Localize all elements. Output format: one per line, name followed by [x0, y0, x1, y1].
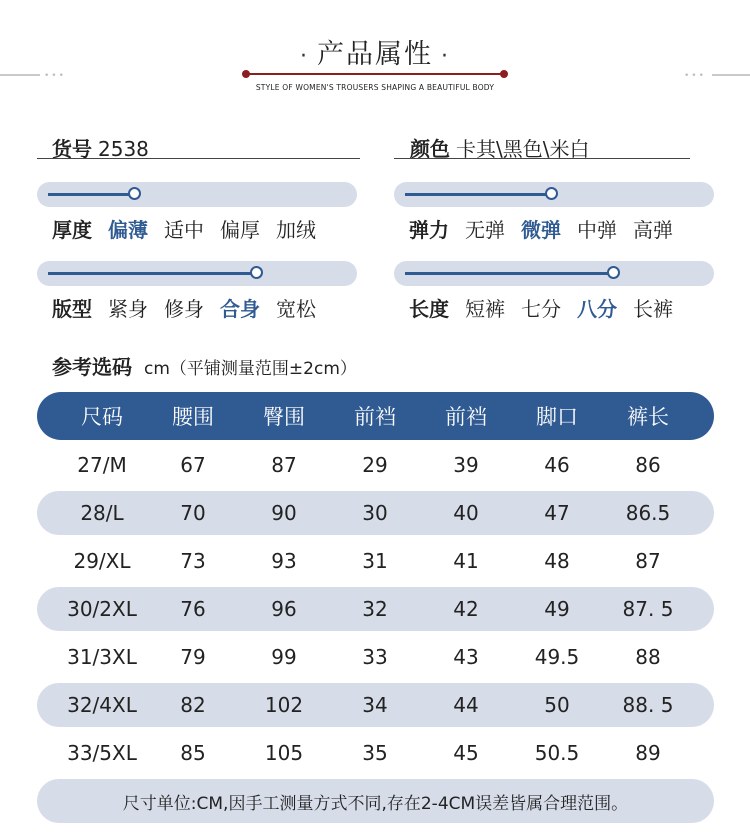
- elasticity-option: 高弹: [633, 218, 673, 242]
- thickness-option: 加绒: [276, 218, 316, 242]
- table-cell: 82: [180, 693, 206, 717]
- table-row: [37, 491, 714, 535]
- fit-slider-knob: [250, 266, 263, 279]
- thickness-option: 偏厚: [220, 218, 260, 242]
- table-cell: 50.5: [534, 741, 580, 765]
- table-cell: 31/3XL: [67, 645, 137, 669]
- table-cell: 96: [271, 597, 297, 621]
- table-cell: 43: [453, 645, 479, 669]
- table-cell: 46: [544, 453, 570, 477]
- fit-options: [52, 293, 332, 322]
- divider-right: [712, 74, 750, 76]
- thickness-slider-fill: [48, 193, 136, 196]
- table-cell: 47: [544, 501, 570, 525]
- elasticity-label: 弹力: [409, 218, 449, 242]
- table-cell: 50: [544, 693, 570, 717]
- table-cell: 32: [362, 597, 388, 621]
- thickness-slider-knob: [128, 187, 141, 200]
- table-cell: 29/XL: [73, 549, 131, 573]
- title-underline: [246, 73, 504, 75]
- page-subtitle: STYLE OF WOMEN'S TROUSERS SHAPING A BEAUTIFUL BODY: [255, 83, 495, 92]
- table-cell: 29: [362, 453, 388, 477]
- table-cell: 40: [453, 501, 479, 525]
- fit-label: 版型: [52, 297, 92, 321]
- size-reference-note: cm（平铺测量范围±2cm）: [144, 359, 357, 379]
- table-cell: 32/4XL: [67, 693, 137, 717]
- length-option: 长裤: [633, 297, 673, 321]
- table-row: [37, 683, 714, 727]
- divider-left: [0, 74, 40, 76]
- fit-option-selected: 合身: [220, 297, 260, 321]
- table-cell: 85: [180, 741, 206, 765]
- table-cell: 31: [362, 549, 388, 573]
- color-label: 颜色: [410, 137, 450, 161]
- elasticity-options: [409, 214, 689, 243]
- table-cell: 90: [271, 501, 297, 525]
- table-cell: 30: [362, 501, 388, 525]
- item-number-value: 2538: [98, 137, 149, 161]
- fit-slider-fill: [48, 272, 258, 275]
- table-cell: 30/2XL: [67, 597, 137, 621]
- column-header: 腰围: [172, 405, 214, 429]
- length-label: 长度: [409, 297, 449, 321]
- fit-option: 宽松: [276, 297, 316, 321]
- table-row: [37, 731, 714, 775]
- elasticity-slider-knob: [545, 187, 558, 200]
- measurement-note: 尺寸单位:CM,因手工测量方式不同,存在2-4CM误差皆属合理范围。: [37, 779, 714, 823]
- table-cell: 99: [271, 645, 297, 669]
- table-cell: 88: [635, 645, 661, 669]
- table-row: [37, 443, 714, 487]
- table-cell: 28/L: [80, 501, 124, 525]
- table-cell: 48: [544, 549, 570, 573]
- elasticity-option: 无弹: [465, 218, 505, 242]
- table-cell: 33: [362, 645, 388, 669]
- table-cell: 70: [180, 501, 206, 525]
- color-underline: [394, 158, 690, 159]
- elasticity-slider-fill: [405, 193, 553, 196]
- length-slider-fill: [405, 272, 615, 275]
- table-cell: 49.5: [534, 645, 580, 669]
- table-cell: 79: [180, 645, 206, 669]
- length-option: 七分: [521, 297, 561, 321]
- elasticity-option: 中弹: [577, 218, 617, 242]
- table-cell: 89: [635, 741, 661, 765]
- table-cell: 73: [180, 549, 206, 573]
- length-option-selected: 八分: [577, 297, 617, 321]
- column-header: 前裆: [445, 405, 487, 429]
- table-cell: 86.5: [625, 501, 671, 525]
- table-cell: 39: [453, 453, 479, 477]
- table-cell: 93: [271, 549, 297, 573]
- table-cell: 44: [453, 693, 479, 717]
- table-cell: 87. 5: [622, 597, 674, 621]
- length-option: 短裤: [465, 297, 505, 321]
- table-cell: 87: [271, 453, 297, 477]
- table-cell: 45: [453, 741, 479, 765]
- item-number-underline: [37, 158, 360, 159]
- table-cell: 86: [635, 453, 661, 477]
- table-cell: 67: [180, 453, 206, 477]
- underline-dot-left: [242, 70, 250, 78]
- table-cell: 34: [362, 693, 388, 717]
- fit-option: 紧身: [108, 297, 148, 321]
- divider-dots-right: •••: [684, 71, 706, 81]
- column-header: 臀围: [263, 405, 305, 429]
- thickness-option: 适中: [164, 218, 204, 242]
- column-header: 裤长: [627, 405, 669, 429]
- size-reference-title: [52, 351, 357, 380]
- table-cell: 27/M: [77, 453, 127, 477]
- column-header: 脚口: [536, 405, 578, 429]
- underline-dot-right: [500, 70, 508, 78]
- table-cell: 42: [453, 597, 479, 621]
- fit-option: 修身: [164, 297, 204, 321]
- size-table-header: [37, 392, 714, 440]
- divider-dots-left: •••: [44, 71, 66, 81]
- size-reference-label: 参考选码: [52, 355, 132, 379]
- table-cell: 102: [264, 693, 304, 717]
- table-row: [37, 587, 714, 631]
- elasticity-option-selected: 微弹: [521, 218, 561, 242]
- table-cell: 41: [453, 549, 479, 573]
- table-cell: 88. 5: [622, 693, 674, 717]
- table-row: [37, 539, 714, 583]
- thickness-label: 厚度: [52, 218, 92, 242]
- thickness-options: [52, 214, 332, 243]
- table-cell: 49: [544, 597, 570, 621]
- table-cell: 76: [180, 597, 206, 621]
- table-row: [37, 635, 714, 679]
- table-cell: 35: [362, 741, 388, 765]
- page-title: · 产品属性 ·: [300, 39, 450, 70]
- table-cell: 105: [264, 741, 304, 765]
- length-options: [409, 293, 689, 322]
- length-slider-knob: [607, 266, 620, 279]
- column-header: 尺码: [81, 405, 123, 429]
- item-number-label: 货号: [52, 137, 92, 161]
- column-header: 前裆: [354, 405, 396, 429]
- thickness-option-selected: 偏薄: [108, 218, 148, 242]
- color-value: 卡其\黑色\米白: [456, 137, 590, 161]
- table-cell: 87: [635, 549, 661, 573]
- table-cell: 33/5XL: [67, 741, 137, 765]
- page-title-text: 产品属性: [317, 39, 433, 70]
